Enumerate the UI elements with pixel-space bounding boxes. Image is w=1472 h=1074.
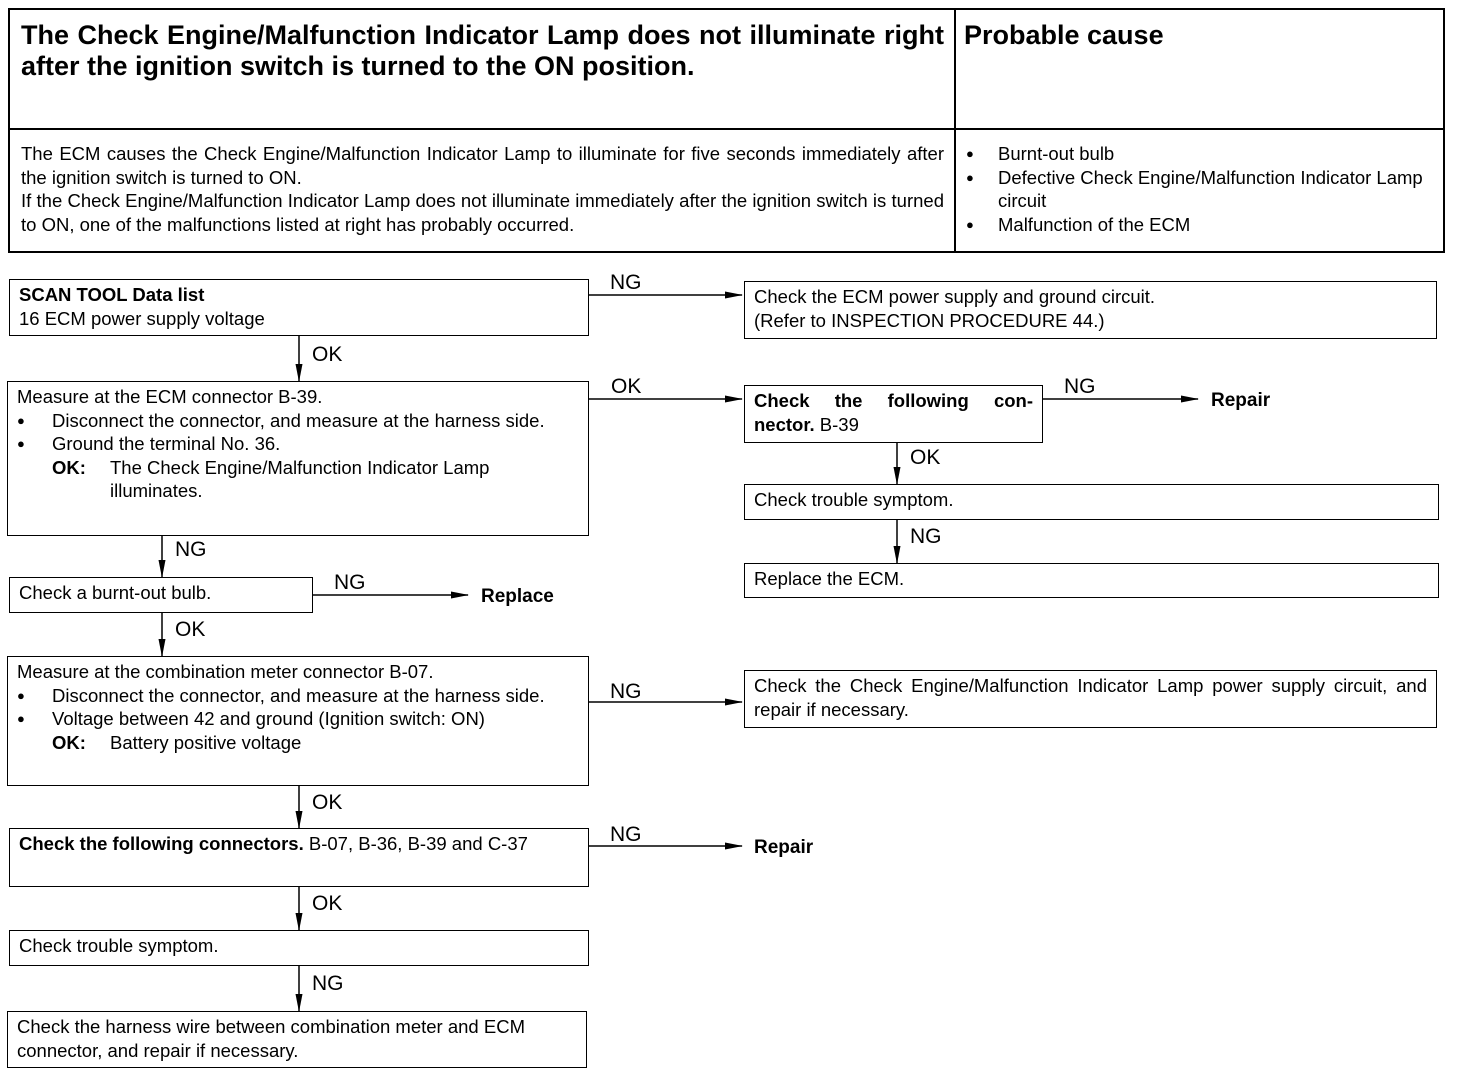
power-supply-box	[744, 281, 1437, 339]
lamp-circuit-box	[744, 670, 1437, 728]
measure-meter-ok	[17, 731, 579, 755]
condition-title: The Check Engine/Malfunction Indicator Lamp does not illuminate right after the ignition switch is turned to the ON position.	[21, 20, 944, 81]
ok-text: The Check Engine/Malfunction Indicator Lamp illuminates.	[110, 456, 490, 501]
replace-ecm-text: Replace the ECM.	[754, 568, 905, 589]
symptom-right-text: Check trouble symptom.	[754, 489, 954, 510]
measure-ecm-line: Measure at the ECM connector B-39.	[17, 386, 323, 407]
description-line-1: The ECM causes the Check Engine/Malfunction Indicator Lamp to illuminate for five seconds immediately after the ignition switch is turned to ON.	[21, 143, 944, 188]
measure-meter-step: ● Disconnect the connector, and measure at the harness side.	[17, 684, 579, 708]
cause-title: Probable cause	[964, 20, 1164, 50]
label-ng: NG	[175, 538, 207, 561]
measure-meter-line: Measure at the combination meter connector B-07.	[17, 661, 434, 682]
symptom-left-text: Check trouble symptom.	[19, 935, 219, 956]
measure-meter-step: ● Voltage between 42 and ground (Ignition switch: ON)	[17, 707, 579, 731]
ok-text: Battery positive voltage	[110, 731, 302, 753]
label-ng: NG	[610, 823, 642, 846]
connector-b39-id: B-39	[814, 413, 859, 435]
measure-meter-steps	[17, 684, 579, 731]
label-ok: OK	[312, 892, 343, 915]
cause-item: ● Burnt-out bulb	[964, 142, 1435, 166]
ok-label: OK:	[52, 731, 86, 753]
symptom-right-box	[744, 484, 1439, 520]
label-ng: NG	[610, 271, 642, 294]
harness-box	[7, 1011, 587, 1068]
outcome-replace: Replace	[481, 586, 554, 607]
connector-b39-heading: Check the following con-nector.	[754, 390, 1033, 435]
connector-b39-box	[744, 385, 1043, 443]
measure-ecm-step: ● Disconnect the connector, and measure at the harness side.	[17, 409, 579, 433]
measure-meter-box	[7, 656, 589, 786]
connectors-list: B-07, B-36, B-39 and C-37	[303, 833, 528, 854]
label-ok: OK	[312, 791, 343, 814]
measure-ecm-ok	[17, 456, 579, 503]
power-supply-ref: (Refer to INSPECTION PROCEDURE 44.)	[754, 309, 1105, 331]
scan-tool-box	[9, 279, 589, 336]
cause-item: ● Defective Check Engine/Malfunction Indicator Lamp circuit	[964, 166, 1435, 213]
bulb-box	[9, 577, 313, 613]
bulb-text: Check a burnt-out bulb.	[19, 582, 212, 603]
label-ok: OK	[910, 446, 941, 469]
harness-text: Check the harness wire between combination meter and ECM connector, and repair if necessary.	[17, 1016, 525, 1061]
replace-ecm-box	[744, 563, 1439, 598]
label-ok: OK	[175, 618, 206, 641]
scan-tool-heading: SCAN TOOL Data list	[19, 284, 205, 305]
lamp-circuit-text: Check the Check Engine/Malfunction Indicator Lamp power supply circuit, and repair if necessary.	[754, 675, 1427, 720]
measure-ecm-box	[7, 381, 589, 536]
label-ng: NG	[334, 571, 366, 594]
outcome-repair: Repair	[1211, 390, 1271, 411]
measure-ecm-step: ● Ground the terminal No. 36.	[17, 432, 579, 456]
label-ng: NG	[610, 680, 642, 703]
connectors-box	[9, 828, 589, 887]
measure-ecm-steps	[17, 409, 579, 456]
ok-label: OK:	[52, 456, 86, 478]
description-line-2: If the Check Engine/Malfunction Indicator Lamp does not illuminate immediately after the ignition switch is turned to ON, one of the malfunctions listed at right has probably occurred.	[21, 190, 944, 235]
label-ng: NG	[910, 525, 942, 548]
outcome-repair: Repair	[754, 837, 814, 858]
label-ng: NG	[1064, 375, 1096, 398]
symptom-left-box	[9, 930, 589, 966]
label-ok: OK	[312, 343, 343, 366]
label-ok: OK	[611, 375, 642, 398]
cause-item: ● Malfunction of the ECM	[964, 213, 1435, 237]
connectors-heading: Check the following connectors.	[19, 833, 304, 854]
power-supply-line: Check the ECM power supply and ground circuit.	[754, 286, 1156, 307]
scan-tool-text: 16 ECM power supply voltage	[19, 307, 265, 329]
label-ng: NG	[312, 972, 344, 995]
